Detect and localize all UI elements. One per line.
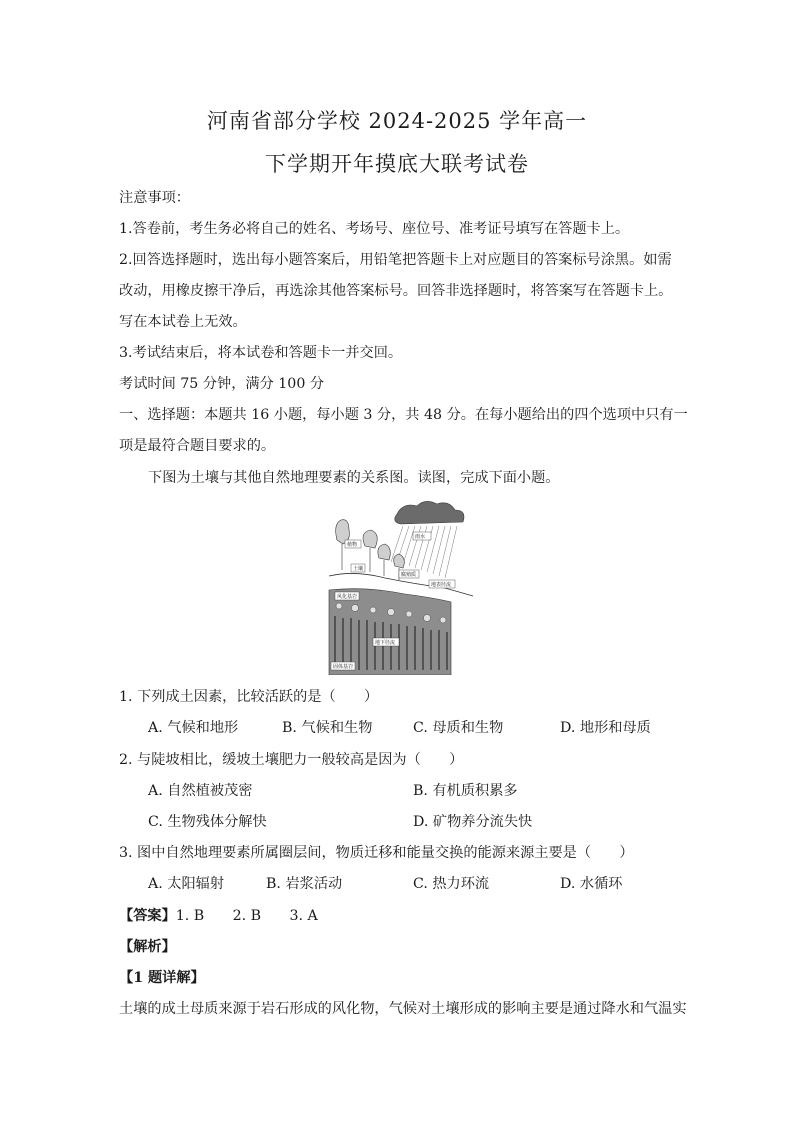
label-plants: 植物 (347, 542, 358, 548)
question-3-stem: 3. 图中自然地理要素所属圈层间，物质迁移和能量交换的能源来源主要是（ ） (119, 845, 634, 861)
question-2-stem: 2. 与陡坡相比，缓坡土壤肥力一般较高是因为（ ） (119, 752, 464, 768)
notes-item-3: 3.考试结束后，将本试卷和答题卡一并交回。 (119, 345, 403, 361)
analysis-subheading-1: 【1 题详解】 (119, 970, 205, 986)
question-1-option-c: C. 母质和生物 (413, 720, 504, 736)
question-1-option-a: A. 气候和地形 (148, 720, 239, 736)
label-surface-runoff: 地表径流 (431, 582, 452, 588)
notes-heading: 注意事项： (119, 190, 190, 206)
label-rain: 雨水 (415, 534, 426, 540)
question-3-option-c: C. 热力环流 (413, 876, 490, 892)
soil-relationship-figure (325, 500, 475, 675)
analysis-text-1: 土壤的成土母质来源于岩石形成的风化物，气候对土壤形成的影响主要是通过降水和气温实 (119, 1001, 687, 1017)
exam-title-line1: 河南省部分学校 2024-2025 学年高一 (206, 109, 588, 133)
question-3-option-a: A. 太阳辐射 (148, 876, 225, 892)
exam-title-line2: 下学期开年摸底大联考试卷 (265, 152, 529, 176)
question-2-option-a: A. 自然植被茂密 (148, 783, 253, 799)
label-bedrock: 固体基岩 (333, 664, 354, 670)
question-3-option-b: B. 岩浆活动 (266, 876, 343, 892)
notes-item-1: 1.答卷前，考生务必将自己的姓名、考场号、座位号、准考证号填写在答题卡上。 (119, 221, 630, 237)
label-weathered-rock: 风化基岩 (337, 594, 358, 600)
notes-item-2a: 2.回答选择题时，选出每小题答案后，用铅笔把答题卡上对应题目的答案标号涂黑。如需 (119, 252, 672, 268)
plants-group (336, 520, 405, 580)
answer-values: 1. B 2. B 3. A (175, 908, 318, 924)
question-1-stem: 1. 下列成土因素，比较活跃的是（ ） (119, 689, 379, 705)
section1-intro-b: 项是最符合题目要求的。 (119, 438, 276, 454)
analysis-label: 【解析】 (119, 939, 176, 955)
cloud-shape (395, 501, 464, 524)
notes-item-2c: 写在本试卷上无效。 (119, 314, 247, 330)
question-1-option-d: D. 地形和母质 (560, 720, 651, 736)
label-humus: 腐殖质 (401, 572, 417, 578)
question-2-option-c: C. 生物残体分解快 (148, 814, 267, 830)
question-stem-intro: 下图为土壤与其他自然地理要素的关系图。读图，完成下面小题。 (148, 470, 560, 486)
answer-line (119, 905, 318, 925)
label-groundwater: 地下径流 (375, 640, 396, 646)
exam-time: 考试时间 75 分钟，满分 100 分 (119, 376, 325, 392)
answer-label: 【答案】 (119, 908, 176, 924)
notes-item-2b: 改动，用橡皮擦干净后，再选涂其他答案标号。回答非选择题时，将答案写在答题卡上。 (119, 283, 673, 299)
question-3-option-d: D. 水循环 (560, 876, 623, 892)
question-1-option-b: B. 气候和生物 (282, 720, 373, 736)
section1-intro-a: 一、选择题：本题共 16 小题，每小题 3 分，共 48 分。在每小题给出的四个选项中只有一 (119, 407, 688, 423)
question-2-option-d: D. 矿物养分流失快 (413, 814, 533, 830)
label-soil: 土壤 (353, 566, 364, 572)
question-2-option-b: B. 有机质积累多 (413, 783, 518, 799)
